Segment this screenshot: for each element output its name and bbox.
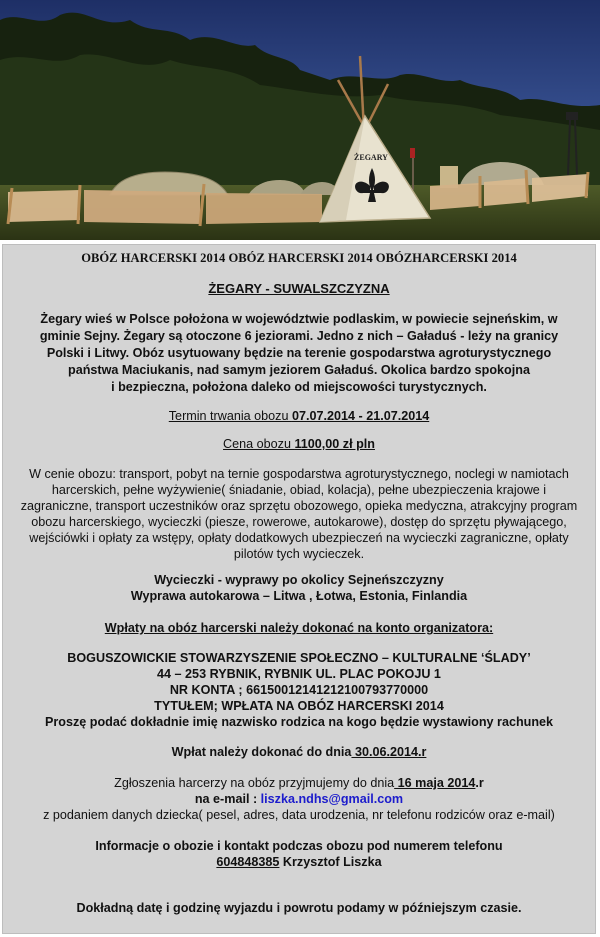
camp-price-label: Cena obozu xyxy=(223,437,295,451)
camp-price xyxy=(3,436,595,452)
description-line-2: gminie Sejny. Żegary są otoczone 6 jeziorami. Jedno z nich – Gaładuś - leży na granicy xyxy=(39,329,559,343)
contact-info: Informacje o obozie i kontakt podczas obozu pod numerem telefonu xyxy=(95,839,503,853)
camp-term xyxy=(3,408,595,424)
registration-email-label: na e-mail : xyxy=(194,792,261,806)
registration-deadline-label: Zgłoszenia harcerzy na obóz przyjmujemy do dnia xyxy=(114,776,395,790)
page-title: OBÓZ HARCERSKI 2014 OBÓZ HARCERSKI 2014 OBÓZHARCERSKI 2014 xyxy=(81,251,517,265)
included-line-6: pilotów tych wycieczek. xyxy=(233,547,365,561)
footer-note: Dokładną datę i godzinę wyjazdu i powrotu podamy w późniejszym czasie. xyxy=(76,901,522,915)
description-line-3: Polski i Litwy. Obóz usytuowany będzie na terenie gospodarstwa agroturystycznego xyxy=(46,346,552,360)
registration-details: z podaniem danych dziecka( pesel, adres, data urodzenia, nr telefonu rodziców oraz e-mail) xyxy=(43,808,555,822)
camp-photo xyxy=(0,0,600,240)
payment-address: 44 – 253 RYBNIK, RYBNIK UL. PLAC POKOJU 1 xyxy=(157,667,441,681)
camp-photo-illustration xyxy=(0,0,600,240)
camp-term-label: Termin trwania obozu xyxy=(168,409,292,423)
payment-deadline-date: 30.06.2014.r xyxy=(351,745,427,759)
included-line-2: harcerskich, pełne wyżywienie( śniadanie, obiad, kolacja), pełne ubezpieczenia krajowe i xyxy=(51,483,547,497)
description-line-1: Żegary wieś w Polsce położona w województwie podlaskim, w powiecie sejneńskim, w xyxy=(40,312,558,326)
registration-deadline-date: 16 maja 2014 xyxy=(394,776,476,790)
location-heading: ŻEGARY - SUWALSZCZYZNA xyxy=(208,281,390,296)
included-line-5: wejściówki i opłaty za wstępy, opłaty dodatkowych ubezpieczeń na wycieczki zagraniczne, opłaty xyxy=(29,531,569,545)
description-line-4: państwa Maciukanis, nad samym jeziorem Gaładuś. Okolica bardzo spokojna xyxy=(68,363,530,377)
description-line-5: i bezpieczna, położona daleko od miejscowości turystycznych. xyxy=(111,380,487,394)
camp-price-value: 1100,00 zł pln xyxy=(294,437,375,451)
payment-heading: Wpłaty na obóz harcerski należy dokonać na konto organizatora: xyxy=(104,621,494,635)
payment-deadline-label: Wpłat należy dokonać do dnia xyxy=(171,745,352,759)
contact-phone: 604848385 xyxy=(216,855,280,869)
camp-term-dates: 07.07.2014 - 21.07.2014 xyxy=(291,409,430,423)
camp-info-panel xyxy=(2,244,596,934)
payment-account-number: NR KONTA ; 66150012141212100793770000 xyxy=(169,683,429,697)
included-line-1: W cenie obozu: transport, pobyt na ternie gospodarstwa agroturystycznego, noclegi w namiotach xyxy=(29,467,569,481)
contact-phone-row xyxy=(3,854,595,870)
contact-name: Krzysztof Liszka xyxy=(279,855,382,869)
included-line-4: obozu harcerskiego, wycieczki (piesze, rowerowe, autokarowe), dostęp do sprzętu pływającego, xyxy=(31,515,567,529)
trips-line-2: Wyprawa autokarowa – Litwa , Łotwa, Estonia, Finlandia xyxy=(130,589,468,603)
registration-deadline-suffix: .r xyxy=(475,776,484,790)
payment-note: Proszę podać dokładnie imię nazwisko rodzica na kogo będzie wystawiony rachunek xyxy=(44,715,554,729)
tipi-sign-text: ŻEGARY xyxy=(354,153,388,162)
registration-deadline xyxy=(3,775,595,791)
payment-title: TYTUŁEM; WPŁATA NA OBÓZ HARCERSKI 2014 xyxy=(154,699,444,713)
payment-organizer: BOGUSZOWICKIE STOWARZYSZENIE SPOŁECZNO – KULTURALNE ‘ŚLADY’ xyxy=(67,651,531,665)
registration-email-link[interactable]: liszka.ndhs@gmail.com xyxy=(260,792,404,806)
payment-deadline xyxy=(3,744,595,760)
registration-email-row xyxy=(3,791,595,807)
trips-line-1: Wycieczki - wyprawy po okolicy Sejneńszczyzny xyxy=(154,573,444,587)
included-line-3: zagraniczne, transport uczestników oraz sprzętu obozowego, opieka medyczna, atrakcyjny program xyxy=(20,499,578,513)
